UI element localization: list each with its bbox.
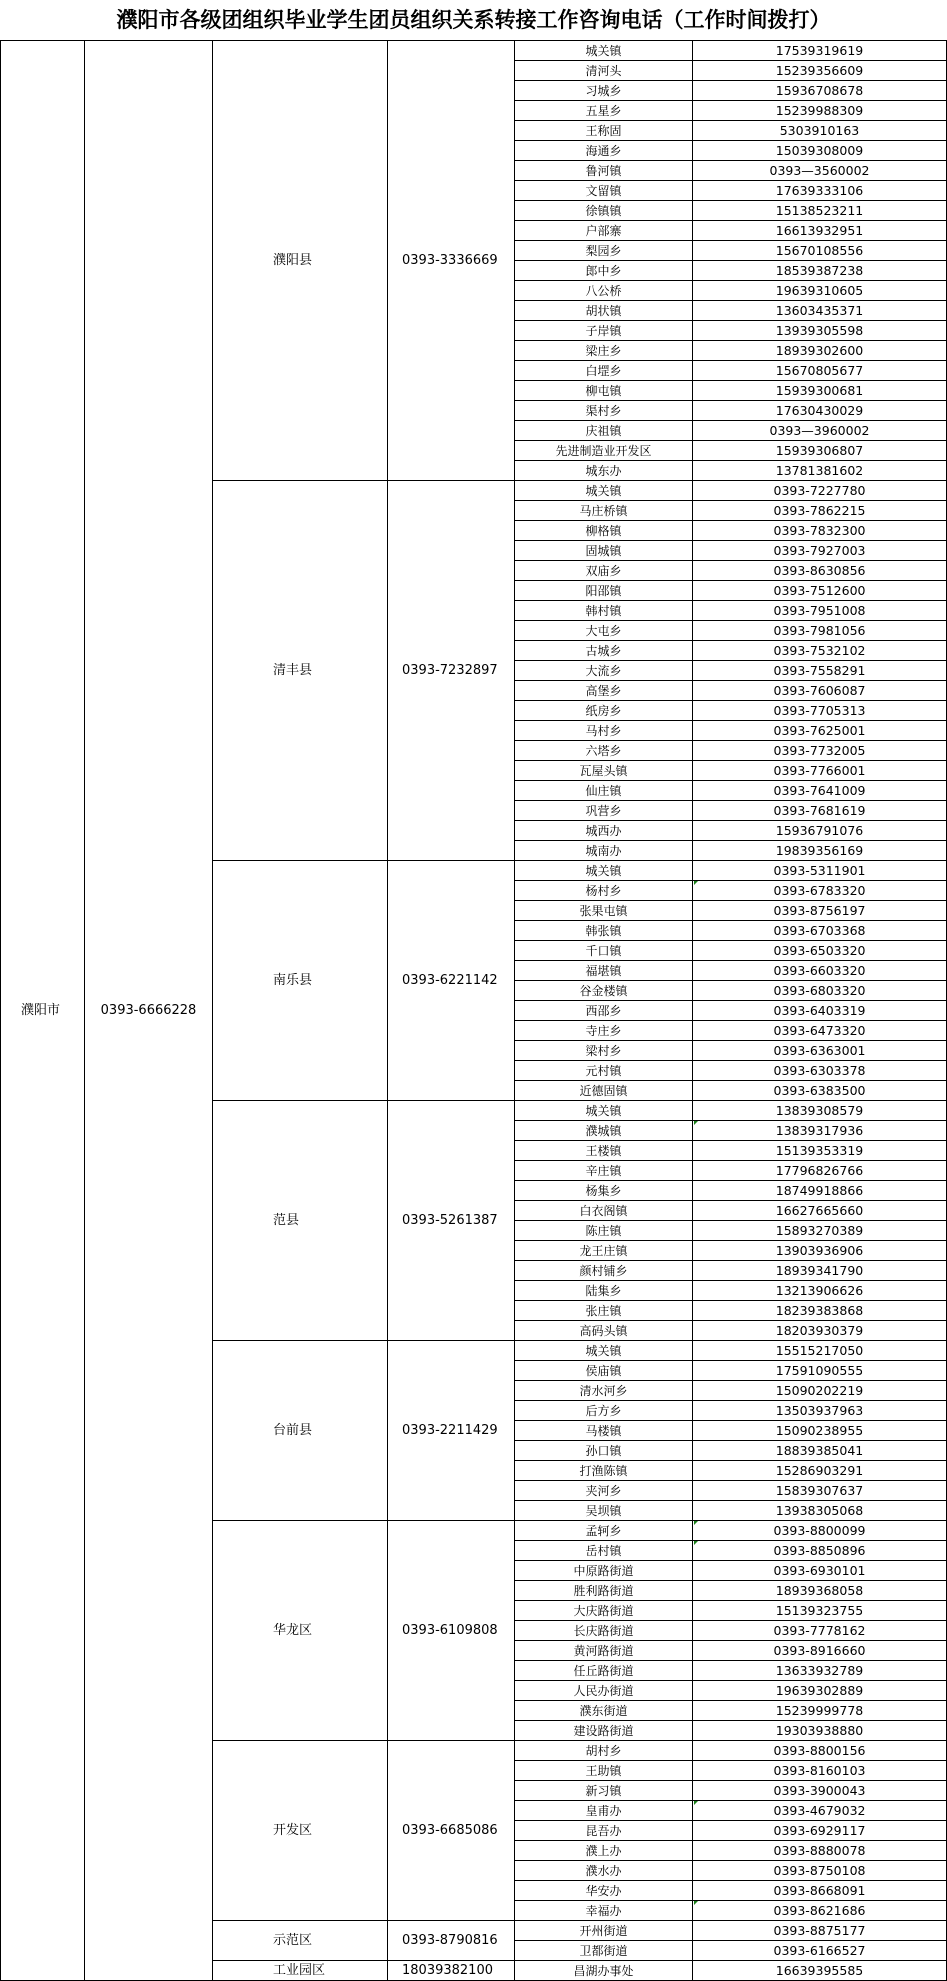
town-phone-cell: 0393-6803320 [693, 981, 947, 1001]
town-name-cell: 任丘路街道 [515, 1661, 693, 1681]
town-phone-cell: 18939302600 [693, 341, 947, 361]
town-phone-cell: 19639302889 [693, 1681, 947, 1701]
town-phone-cell: 15939306807 [693, 441, 947, 461]
town-name-cell: 后方乡 [515, 1401, 693, 1421]
town-name-cell: 韩村镇 [515, 601, 693, 621]
town-phone-cell: 15090202219 [693, 1381, 947, 1401]
town-name-cell: 长庆路街道 [515, 1621, 693, 1641]
town-phone-cell: 0393-8750108 [693, 1861, 947, 1881]
town-name-cell: 古城乡 [515, 641, 693, 661]
town-name-cell: 大流乡 [515, 661, 693, 681]
town-phone-cell: 0393-7705313 [693, 701, 947, 721]
town-phone-cell: 0393-7641009 [693, 781, 947, 801]
city-phone-cell: 0393-6666228 [85, 41, 213, 1981]
town-phone-cell: 18749918866 [693, 1181, 947, 1201]
county-name-cell: 华龙区 [213, 1521, 388, 1741]
page-title: 濮阳市各级团组织毕业学生团员组织关系转接工作咨询电话（工作时间拨打） [116, 7, 831, 32]
town-phone-cell: 13938305068 [693, 1501, 947, 1521]
town-phone-cell: 0393-6473320 [693, 1021, 947, 1041]
town-name-cell: 杨村乡 [515, 881, 693, 901]
town-phone-cell: 19639310605 [693, 281, 947, 301]
town-phone-cell: 0393-7532102 [693, 641, 947, 661]
town-phone-cell: 0393-7951008 [693, 601, 947, 621]
town-phone-cell: 13213906626 [693, 1281, 947, 1301]
town-name-cell: 子岸镇 [515, 321, 693, 341]
town-phone-cell: 13781381602 [693, 461, 947, 481]
town-name-cell: 城关镇 [515, 481, 693, 501]
town-phone-cell: 16613932951 [693, 221, 947, 241]
town-phone-cell: 19303938880 [693, 1721, 947, 1741]
town-phone-cell: 0393-7512600 [693, 581, 947, 601]
city-name-cell: 濮阳市 [1, 41, 85, 1981]
town-name-cell: 马庄桥镇 [515, 501, 693, 521]
town-phone-cell: 17639333106 [693, 181, 947, 201]
town-phone-cell: 18203930379 [693, 1321, 947, 1341]
town-phone-cell: 0393-3900043 [693, 1781, 947, 1801]
town-name-cell: 昆吾办 [515, 1821, 693, 1841]
contact-table [0, 40, 947, 1981]
town-name-cell: 濮水办 [515, 1861, 693, 1881]
town-phone-cell: 13939305598 [693, 321, 947, 341]
town-name-cell: 张庄镇 [515, 1301, 693, 1321]
town-phone-cell: 0393-6930101 [693, 1561, 947, 1581]
town-phone-cell: 0393-8630856 [693, 561, 947, 581]
town-phone-cell: 0393-7766001 [693, 761, 947, 781]
town-name-cell: 黄河路街道 [515, 1641, 693, 1661]
town-phone-cell: 0393-6383500 [693, 1081, 947, 1101]
town-phone-cell: 0393-6503320 [693, 941, 947, 961]
town-phone-cell: 18939368058 [693, 1581, 947, 1601]
table-row [1, 41, 947, 61]
town-phone-cell: 17796826766 [693, 1161, 947, 1181]
town-name-cell: 陈庄镇 [515, 1221, 693, 1241]
town-name-cell: 清水河乡 [515, 1381, 693, 1401]
town-name-cell: 千口镇 [515, 941, 693, 961]
town-name-cell: 人民办街道 [515, 1681, 693, 1701]
town-name-cell: 城关镇 [515, 1341, 693, 1361]
town-name-cell: 高码头镇 [515, 1321, 693, 1341]
town-phone-cell: 15936791076 [693, 821, 947, 841]
county-name-cell: 清丰县 [213, 481, 388, 861]
town-name-cell: 渠村乡 [515, 401, 693, 421]
town-phone-cell: 5303910163 [693, 121, 947, 141]
town-phone-cell: 0393-6703368 [693, 921, 947, 941]
town-phone-cell: 13603435371 [693, 301, 947, 321]
town-name-cell: 城关镇 [515, 861, 693, 881]
town-phone-cell: 15515217050 [693, 1341, 947, 1361]
town-name-cell: 城关镇 [515, 41, 693, 61]
county-phone-cell: 0393-8790816 [388, 1921, 515, 1961]
contact-sheet [0, 40, 947, 1981]
county-name-cell: 范县 [213, 1101, 388, 1341]
town-name-cell: 马村乡 [515, 721, 693, 741]
town-name-cell: 濮东街道 [515, 1701, 693, 1721]
town-phone-cell: 0393-7558291 [693, 661, 947, 681]
town-phone-cell: 0393-7927003 [693, 541, 947, 561]
town-name-cell: 近德固镇 [515, 1081, 693, 1101]
town-phone-cell: 0393-8875177 [693, 1921, 947, 1941]
town-name-cell: 寺庄乡 [515, 1021, 693, 1041]
town-name-cell: 幸福办 [515, 1901, 693, 1921]
town-phone-cell: 15139353319 [693, 1141, 947, 1161]
town-name-cell: 杨集乡 [515, 1181, 693, 1201]
town-phone-cell: 13503937963 [693, 1401, 947, 1421]
town-name-cell: 庆祖镇 [515, 421, 693, 441]
town-phone-cell: 0393-8160103 [693, 1761, 947, 1781]
town-phone-cell: 0393-7732005 [693, 741, 947, 761]
town-name-cell: 郎中乡 [515, 261, 693, 281]
town-phone-cell: 17630430029 [693, 401, 947, 421]
town-name-cell: 吴坝镇 [515, 1501, 693, 1521]
town-name-cell: 双庙乡 [515, 561, 693, 581]
town-name-cell: 城东办 [515, 461, 693, 481]
town-phone-cell: 13903936906 [693, 1241, 947, 1261]
town-phone-cell: 13839308579 [693, 1101, 947, 1121]
town-name-cell: 胡村乡 [515, 1741, 693, 1761]
town-name-cell: 孟轲乡 [515, 1521, 693, 1541]
town-name-cell: 户部寨 [515, 221, 693, 241]
town-name-cell: 王助镇 [515, 1761, 693, 1781]
town-phone-cell: 0393-7778162 [693, 1621, 947, 1641]
town-name-cell: 卫都街道 [515, 1941, 693, 1961]
town-phone-cell: 0393-7832300 [693, 521, 947, 541]
town-phone-cell: 0393-7681619 [693, 801, 947, 821]
town-name-cell: 胡状镇 [515, 301, 693, 321]
town-name-cell: 文留镇 [515, 181, 693, 201]
county-phone-cell: 0393-2211429 [388, 1341, 515, 1521]
town-name-cell: 城南办 [515, 841, 693, 861]
town-phone-cell: 15893270389 [693, 1221, 947, 1241]
town-phone-cell: 18839385041 [693, 1441, 947, 1461]
town-phone-cell: 17539319619 [693, 41, 947, 61]
town-name-cell: 白堽乡 [515, 361, 693, 381]
town-name-cell: 孙口镇 [515, 1441, 693, 1461]
town-phone-cell: 15286903291 [693, 1461, 947, 1481]
town-name-cell: 华安办 [515, 1881, 693, 1901]
town-name-cell: 胜利路街道 [515, 1581, 693, 1601]
town-name-cell: 瓦屋头镇 [515, 761, 693, 781]
town-phone-cell: 0393-6603320 [693, 961, 947, 981]
town-name-cell: 纸房乡 [515, 701, 693, 721]
town-phone-cell: 0393-8621686 [693, 1901, 947, 1921]
town-phone-cell: 0393-8756197 [693, 901, 947, 921]
town-name-cell: 侯庙镇 [515, 1361, 693, 1381]
town-name-cell: 阳邵镇 [515, 581, 693, 601]
town-phone-cell: 15138523211 [693, 201, 947, 221]
town-name-cell: 夹河乡 [515, 1481, 693, 1501]
town-name-cell: 中原路街道 [515, 1561, 693, 1581]
contact-table-body [1, 41, 947, 1981]
county-name-cell: 台前县 [213, 1341, 388, 1521]
town-name-cell: 五星乡 [515, 101, 693, 121]
town-phone-cell: 15939300681 [693, 381, 947, 401]
town-phone-cell: 0393-4679032 [693, 1801, 947, 1821]
town-phone-cell: 15670805677 [693, 361, 947, 381]
town-phone-cell: 18239383868 [693, 1301, 947, 1321]
town-phone-cell: 15239988309 [693, 101, 947, 121]
county-name-cell: 濮阳县 [213, 41, 388, 481]
county-phone-cell: 0393-3336669 [388, 41, 515, 481]
town-phone-cell: 0393-7625001 [693, 721, 947, 741]
town-name-cell: 马楼镇 [515, 1421, 693, 1441]
town-phone-cell: 0393-8880078 [693, 1841, 947, 1861]
county-name-cell: 开发区 [213, 1741, 388, 1921]
town-name-cell: 徐镇镇 [515, 201, 693, 221]
town-name-cell: 海通乡 [515, 141, 693, 161]
town-name-cell: 张果屯镇 [515, 901, 693, 921]
town-name-cell: 城关镇 [515, 1101, 693, 1121]
county-phone-cell: 18039382100 [388, 1961, 515, 1981]
town-name-cell: 白衣阁镇 [515, 1201, 693, 1221]
town-name-cell: 龙王庄镇 [515, 1241, 693, 1261]
town-phone-cell: 0393-6166527 [693, 1941, 947, 1961]
town-phone-cell: 19839356169 [693, 841, 947, 861]
town-phone-cell: 0393-8850896 [693, 1541, 947, 1561]
town-name-cell: 颜村铺乡 [515, 1261, 693, 1281]
town-name-cell: 濮上办 [515, 1841, 693, 1861]
town-name-cell: 开州街道 [515, 1921, 693, 1941]
town-name-cell: 梁村乡 [515, 1041, 693, 1061]
county-phone-cell: 0393-7232897 [388, 481, 515, 861]
town-phone-cell: 13633932789 [693, 1661, 947, 1681]
town-phone-cell: 0393—3560002 [693, 161, 947, 181]
town-name-cell: 仙庄镇 [515, 781, 693, 801]
town-name-cell: 梁庄乡 [515, 341, 693, 361]
county-name-cell: 南乐县 [213, 861, 388, 1101]
town-phone-cell: 0393-7981056 [693, 621, 947, 641]
county-name-cell: 工业园区 [213, 1961, 388, 1981]
town-name-cell: 陆集乡 [515, 1281, 693, 1301]
town-name-cell: 昌湖办事处 [515, 1961, 693, 1981]
town-phone-cell: 0393-6303378 [693, 1061, 947, 1081]
town-phone-cell: 0393-5311901 [693, 861, 947, 881]
town-phone-cell: 0393-6403319 [693, 1001, 947, 1021]
town-name-cell: 大庆路街道 [515, 1601, 693, 1621]
town-name-cell: 濮城镇 [515, 1121, 693, 1141]
county-phone-cell: 0393-6109808 [388, 1521, 515, 1741]
town-phone-cell: 0393-6783320 [693, 881, 947, 901]
county-phone-cell: 0393-6221142 [388, 861, 515, 1101]
town-name-cell: 巩营乡 [515, 801, 693, 821]
town-name-cell: 王称固 [515, 121, 693, 141]
town-phone-cell: 0393-8916660 [693, 1641, 947, 1661]
town-name-cell: 柳格镇 [515, 521, 693, 541]
county-name-cell: 示范区 [213, 1921, 388, 1961]
town-phone-cell: 16627665660 [693, 1201, 947, 1221]
town-phone-cell: 0393-6929117 [693, 1821, 947, 1841]
town-phone-cell: 0393-7862215 [693, 501, 947, 521]
town-name-cell: 固城镇 [515, 541, 693, 561]
town-name-cell: 建设路街道 [515, 1721, 693, 1741]
town-name-cell: 岳村镇 [515, 1541, 693, 1561]
town-phone-cell: 15039308009 [693, 141, 947, 161]
town-name-cell: 六塔乡 [515, 741, 693, 761]
town-phone-cell: 0393—3960002 [693, 421, 947, 441]
town-phone-cell: 0393-7606087 [693, 681, 947, 701]
town-name-cell: 西邵乡 [515, 1001, 693, 1021]
county-phone-cell: 0393-5261387 [388, 1101, 515, 1341]
town-phone-cell: 0393-8800099 [693, 1521, 947, 1541]
town-name-cell: 习城乡 [515, 81, 693, 101]
town-name-cell: 王楼镇 [515, 1141, 693, 1161]
town-name-cell: 清河头 [515, 61, 693, 81]
town-phone-cell: 18539387238 [693, 261, 947, 281]
town-name-cell: 高堡乡 [515, 681, 693, 701]
town-phone-cell: 0393-8668091 [693, 1881, 947, 1901]
town-phone-cell: 15090238955 [693, 1421, 947, 1441]
town-name-cell: 打渔陈镇 [515, 1461, 693, 1481]
town-name-cell: 先进制造业开发区 [515, 441, 693, 461]
town-phone-cell: 0393-8800156 [693, 1741, 947, 1761]
town-name-cell: 辛庄镇 [515, 1161, 693, 1181]
town-name-cell: 谷金楼镇 [515, 981, 693, 1001]
town-phone-cell: 17591090555 [693, 1361, 947, 1381]
town-phone-cell: 18939341790 [693, 1261, 947, 1281]
town-phone-cell: 15239999778 [693, 1701, 947, 1721]
town-phone-cell: 15239356609 [693, 61, 947, 81]
town-name-cell: 梨园乡 [515, 241, 693, 261]
town-name-cell: 皇甫办 [515, 1801, 693, 1821]
town-phone-cell: 15139323755 [693, 1601, 947, 1621]
town-phone-cell: 0393-7227780 [693, 481, 947, 501]
town-name-cell: 韩张镇 [515, 921, 693, 941]
town-name-cell: 鲁河镇 [515, 161, 693, 181]
town-phone-cell: 15670108556 [693, 241, 947, 261]
town-name-cell: 八公桥 [515, 281, 693, 301]
town-name-cell: 福堪镇 [515, 961, 693, 981]
town-name-cell: 柳屯镇 [515, 381, 693, 401]
town-name-cell: 大屯乡 [515, 621, 693, 641]
town-phone-cell: 16639395585 [693, 1961, 947, 1981]
town-phone-cell: 15839307637 [693, 1481, 947, 1501]
town-phone-cell: 15936708678 [693, 81, 947, 101]
town-name-cell: 元村镇 [515, 1061, 693, 1081]
county-phone-cell: 0393-6685086 [388, 1741, 515, 1921]
town-phone-cell: 0393-6363001 [693, 1041, 947, 1061]
town-name-cell: 新习镇 [515, 1781, 693, 1801]
town-name-cell: 城西办 [515, 821, 693, 841]
town-phone-cell: 13839317936 [693, 1121, 947, 1141]
